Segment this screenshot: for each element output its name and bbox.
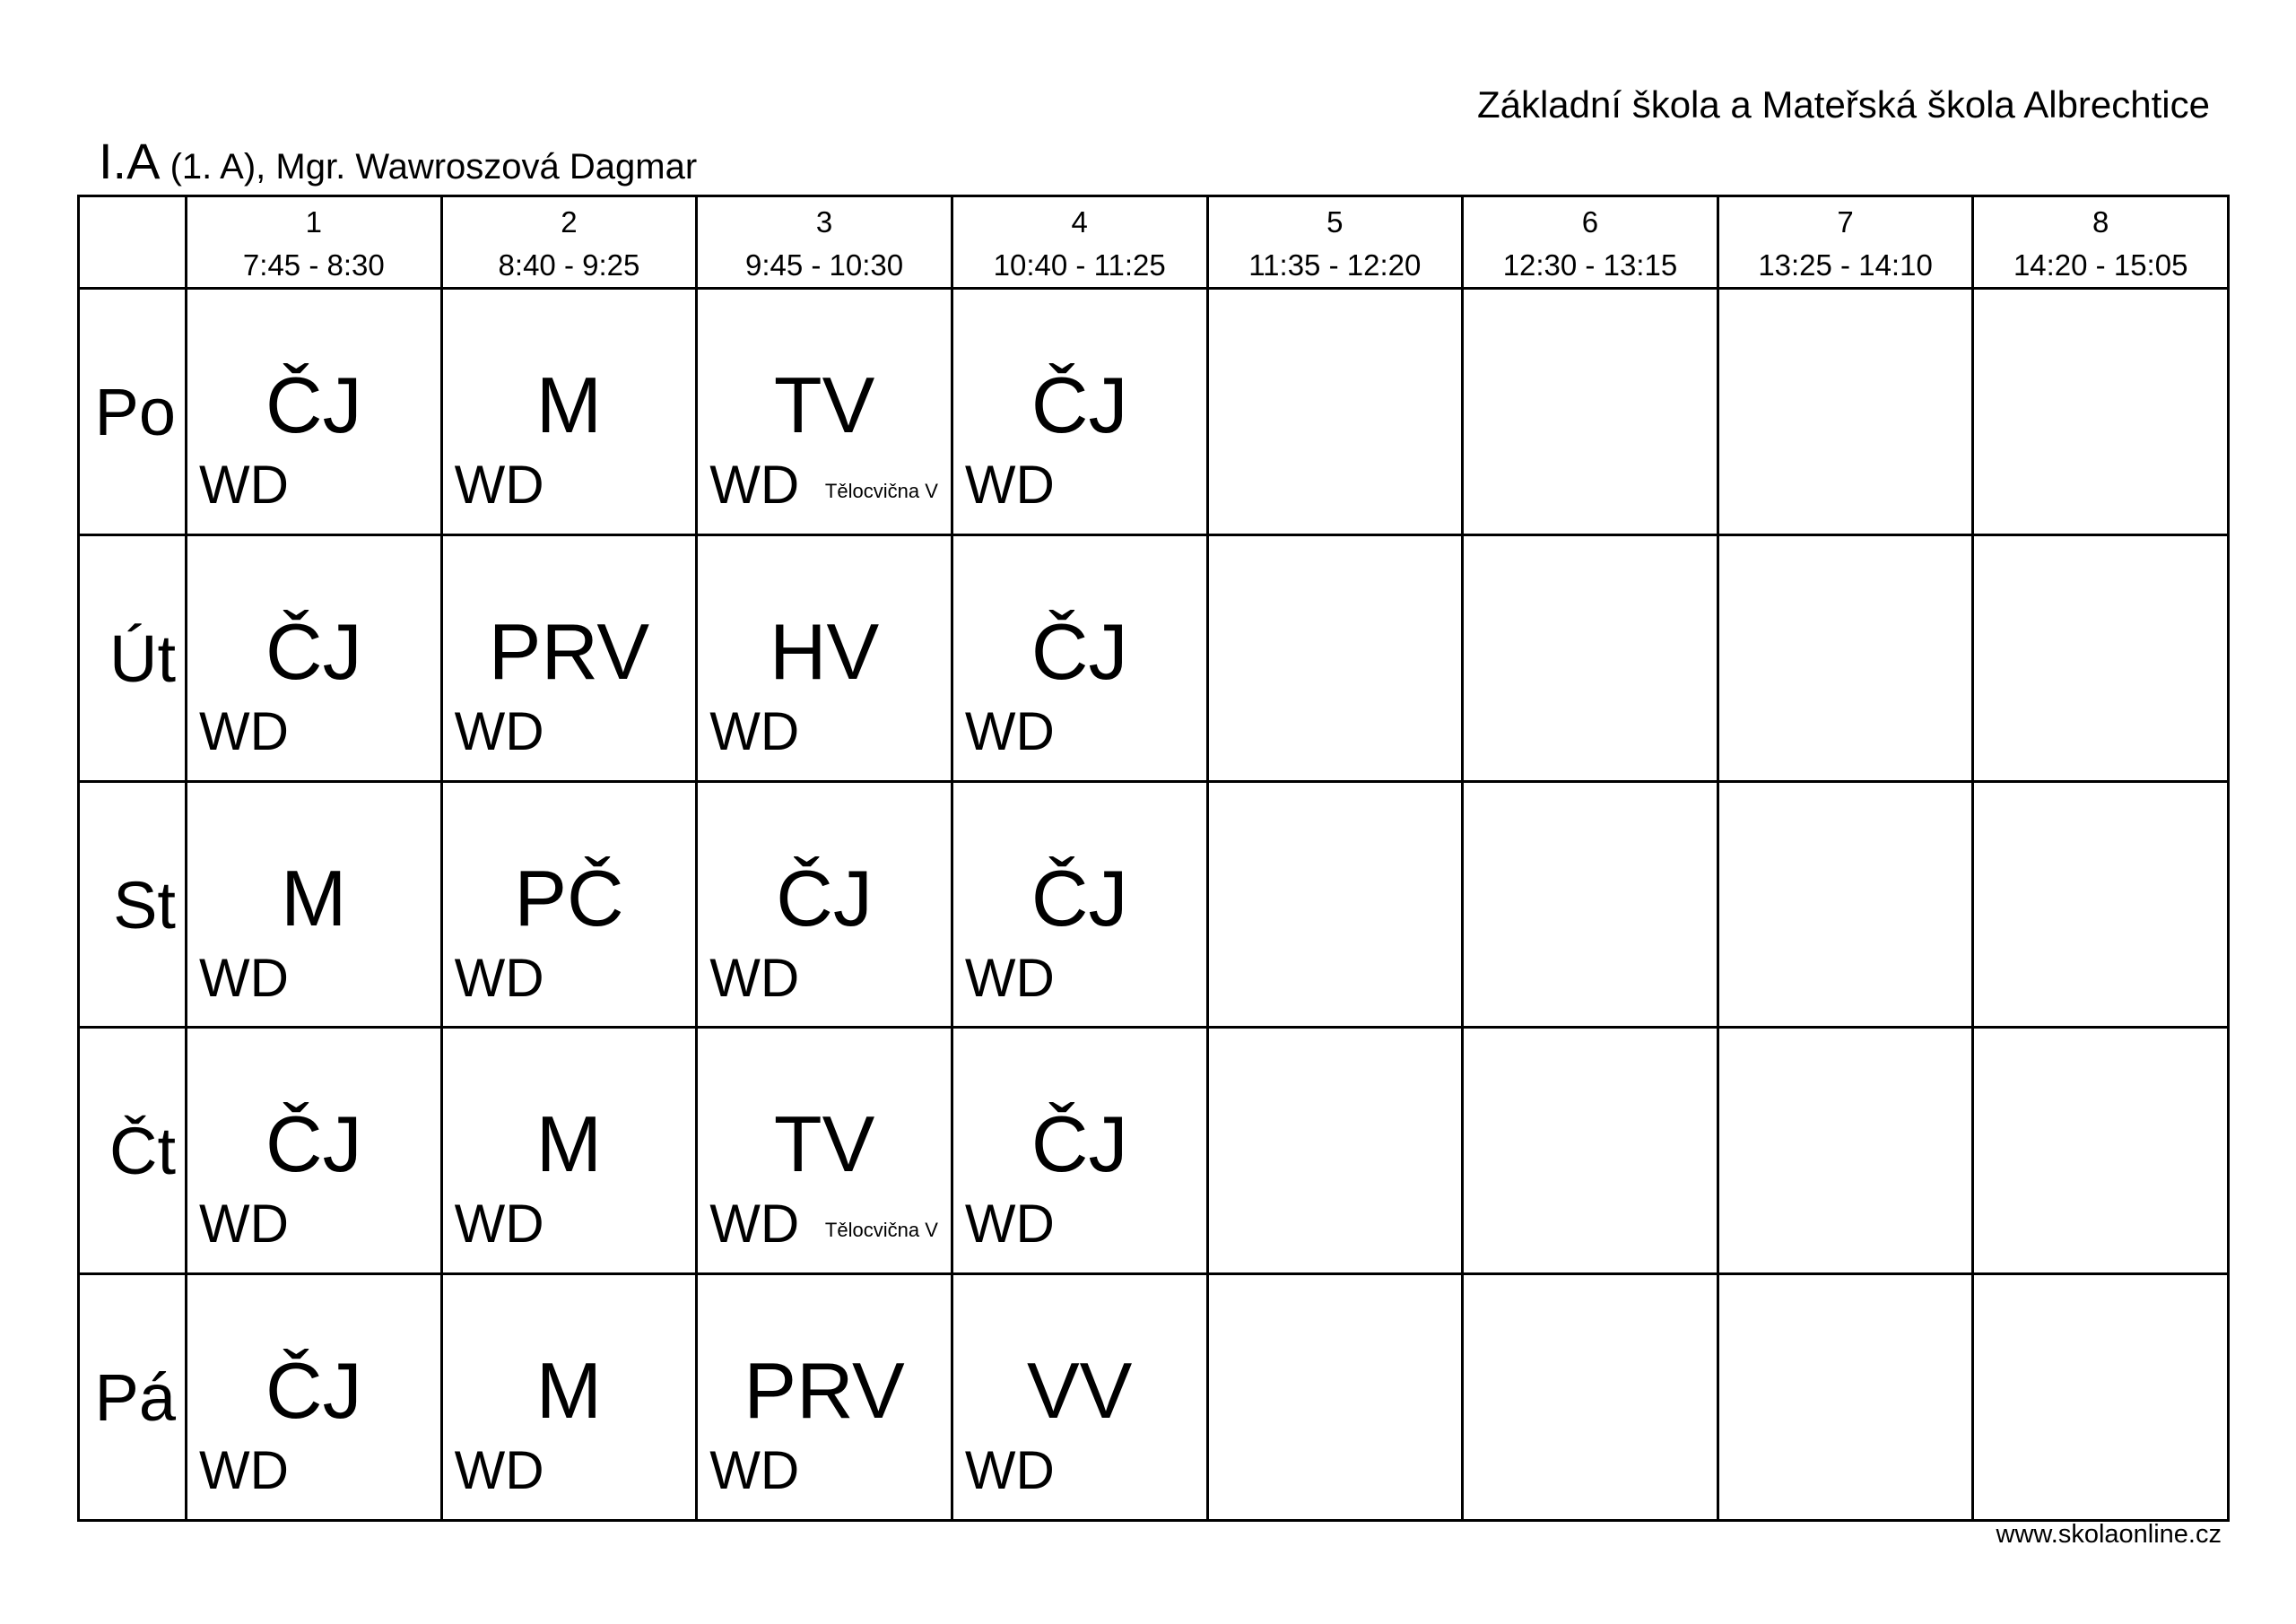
lesson-cell	[952, 1274, 1207, 1521]
lesson-teacher: WD	[199, 700, 289, 761]
lesson-cell	[952, 781, 1207, 1028]
empty-cell	[1207, 1274, 1463, 1521]
period-time: 7:45 - 8:30	[242, 248, 385, 282]
empty-cell	[1973, 1028, 2229, 1274]
footer-website: www.skolaonline.cz	[1996, 1520, 2222, 1549]
lesson	[187, 536, 440, 780]
lesson	[953, 1029, 1206, 1272]
lesson	[698, 290, 951, 534]
period-time: 13:25 - 14:10	[1758, 248, 1933, 282]
lesson-subject: ČJ	[265, 1346, 362, 1436]
lesson-teacher: WD	[199, 1194, 289, 1255]
class-heading	[99, 133, 698, 189]
lesson-cell	[187, 534, 442, 781]
lesson	[187, 783, 440, 1027]
lesson-subject: HV	[769, 606, 880, 696]
lesson-teacher: WD	[964, 455, 1055, 516]
lesson	[443, 536, 696, 780]
day-label: Út	[109, 621, 176, 696]
empty-cell	[1718, 1274, 1973, 1521]
lesson-subject: ČJ	[1031, 360, 1128, 450]
lesson-teacher: WD	[964, 700, 1055, 761]
lesson-teacher: WD	[709, 1194, 800, 1255]
empty-cell	[1463, 289, 1718, 535]
day-cell	[79, 1274, 187, 1521]
lesson-teacher: WD	[709, 947, 800, 1008]
period-number: 8	[2092, 205, 2109, 239]
lesson-teacher: WD	[454, 1194, 544, 1255]
period-header	[952, 196, 1207, 289]
period-header	[1207, 196, 1463, 289]
timetable	[77, 195, 2230, 1522]
period-header	[1718, 196, 1973, 289]
empty-cell	[1973, 781, 2229, 1028]
lesson	[443, 1275, 696, 1519]
lesson-subject: ČJ	[776, 853, 873, 942]
lesson-subject: ČJ	[1031, 1099, 1128, 1189]
lesson-cell	[441, 289, 697, 535]
lesson-teacher: WD	[964, 1440, 1055, 1501]
lesson	[698, 1029, 951, 1272]
period-time: 10:40 - 11:25	[993, 248, 1166, 282]
period-time: 14:20 - 15:05	[2013, 248, 2188, 282]
period-number: 5	[1326, 205, 1344, 239]
day-label: Po	[94, 375, 176, 450]
lesson-teacher: WD	[454, 700, 544, 761]
period-header	[187, 196, 442, 289]
lesson-subject: ČJ	[265, 360, 362, 450]
lesson-teacher: WD	[709, 1440, 800, 1501]
lesson-cell	[697, 781, 952, 1028]
lesson-cell	[697, 534, 952, 781]
lesson-cell	[952, 289, 1207, 535]
lesson	[187, 1029, 440, 1272]
day-cell	[79, 781, 187, 1028]
lesson-cell	[441, 1028, 697, 1274]
lesson-cell	[952, 534, 1207, 781]
lesson	[698, 783, 951, 1027]
lesson-cell	[441, 1274, 697, 1521]
period-header	[1463, 196, 1718, 289]
lesson-cell	[441, 534, 697, 781]
lesson-cell	[952, 1028, 1207, 1274]
lesson	[953, 783, 1206, 1027]
empty-cell	[1463, 781, 1718, 1028]
period-number: 1	[305, 205, 322, 239]
lesson-teacher: WD	[454, 1440, 544, 1501]
lesson-subject: ČJ	[265, 1099, 362, 1189]
lesson-subject: VV	[1026, 1346, 1133, 1436]
lesson-teacher: WD	[964, 947, 1055, 1008]
day-row	[79, 534, 2229, 781]
period-time: 11:35 - 12:20	[1248, 248, 1422, 282]
period-header-row	[79, 196, 2229, 289]
school-name: Základní škola a Mateřská škola Albrechtice	[1476, 83, 2210, 126]
lesson-teacher: WD	[199, 1440, 289, 1501]
lesson-cell	[697, 289, 952, 535]
empty-cell	[1718, 534, 1973, 781]
empty-cell	[1207, 534, 1463, 781]
empty-cell	[1718, 781, 1973, 1028]
period-header	[697, 196, 952, 289]
lesson	[953, 290, 1206, 534]
empty-cell	[1463, 534, 1718, 781]
day-row	[79, 1028, 2229, 1274]
day-row	[79, 289, 2229, 535]
day-label: Pá	[94, 1360, 176, 1436]
lesson-subject: ČJ	[265, 606, 362, 696]
lesson-subject: M	[281, 853, 347, 942]
day-row	[79, 1274, 2229, 1521]
empty-cell	[1463, 1274, 1718, 1521]
lesson-teacher: WD	[199, 455, 289, 516]
lesson	[698, 536, 951, 780]
lesson-subject: TV	[773, 360, 875, 450]
lesson	[953, 536, 1206, 780]
lesson-subject: M	[535, 360, 603, 450]
lesson	[187, 290, 440, 534]
period-time: 12:30 - 13:15	[1502, 248, 1678, 282]
lesson-cell	[187, 1274, 442, 1521]
lesson-room: Tělocvična V	[824, 1219, 938, 1242]
empty-cell	[1718, 1028, 1973, 1274]
day-row	[79, 781, 2229, 1028]
lesson	[187, 1275, 440, 1519]
lesson-subject: PRV	[488, 606, 650, 696]
lesson-cell	[697, 1274, 952, 1521]
empty-cell	[1207, 289, 1463, 535]
day-label: St	[113, 867, 176, 942]
lesson-teacher: WD	[709, 700, 800, 761]
lesson	[443, 1029, 696, 1272]
lesson-subject: PČ	[514, 853, 624, 942]
lesson-cell	[697, 1028, 952, 1274]
lesson-cell	[441, 781, 697, 1028]
lesson	[698, 1275, 951, 1519]
lesson-cell	[187, 1028, 442, 1274]
day-cell	[79, 289, 187, 535]
empty-cell	[1973, 289, 2229, 535]
period-number: 7	[1837, 205, 1854, 239]
period-number: 3	[815, 205, 833, 239]
empty-cell	[1973, 534, 2229, 781]
empty-cell	[1973, 1274, 2229, 1521]
period-header	[1973, 196, 2229, 289]
empty-cell	[1207, 781, 1463, 1028]
lesson-subject: M	[535, 1346, 603, 1436]
lesson-subject: ČJ	[1031, 606, 1128, 696]
empty-cell	[1718, 289, 1973, 535]
lesson	[443, 783, 696, 1027]
period-time: 9:45 - 10:30	[744, 248, 904, 282]
class-detail: (1. A), Mgr. Wawroszová Dagmar	[170, 147, 698, 187]
lesson	[953, 1275, 1206, 1519]
lesson-subject: TV	[773, 1099, 875, 1189]
lesson-subject: ČJ	[1031, 853, 1128, 942]
lesson-cell	[187, 781, 442, 1028]
empty-cell	[1207, 1028, 1463, 1274]
lesson-teacher: WD	[964, 1194, 1055, 1255]
lesson-subject: M	[535, 1099, 603, 1189]
period-time: 8:40 - 9:25	[498, 248, 640, 282]
lesson-teacher: WD	[454, 455, 544, 516]
period-number: 6	[1581, 205, 1599, 239]
period-number: 4	[1071, 205, 1088, 239]
lesson-subject: PRV	[744, 1346, 905, 1436]
period-number: 2	[561, 205, 578, 239]
lesson-teacher: WD	[199, 947, 289, 1008]
lesson-teacher: WD	[454, 947, 544, 1008]
lesson-cell	[187, 289, 442, 535]
day-cell	[79, 534, 187, 781]
day-label: Čt	[109, 1114, 176, 1189]
period-header	[441, 196, 697, 289]
empty-cell	[1463, 1028, 1718, 1274]
lesson-teacher: WD	[709, 455, 800, 516]
lesson	[443, 290, 696, 534]
lesson-room: Tělocvična V	[824, 480, 938, 503]
day-cell	[79, 1028, 187, 1274]
corner-cell	[79, 196, 187, 289]
class-name: I.A	[99, 133, 161, 189]
